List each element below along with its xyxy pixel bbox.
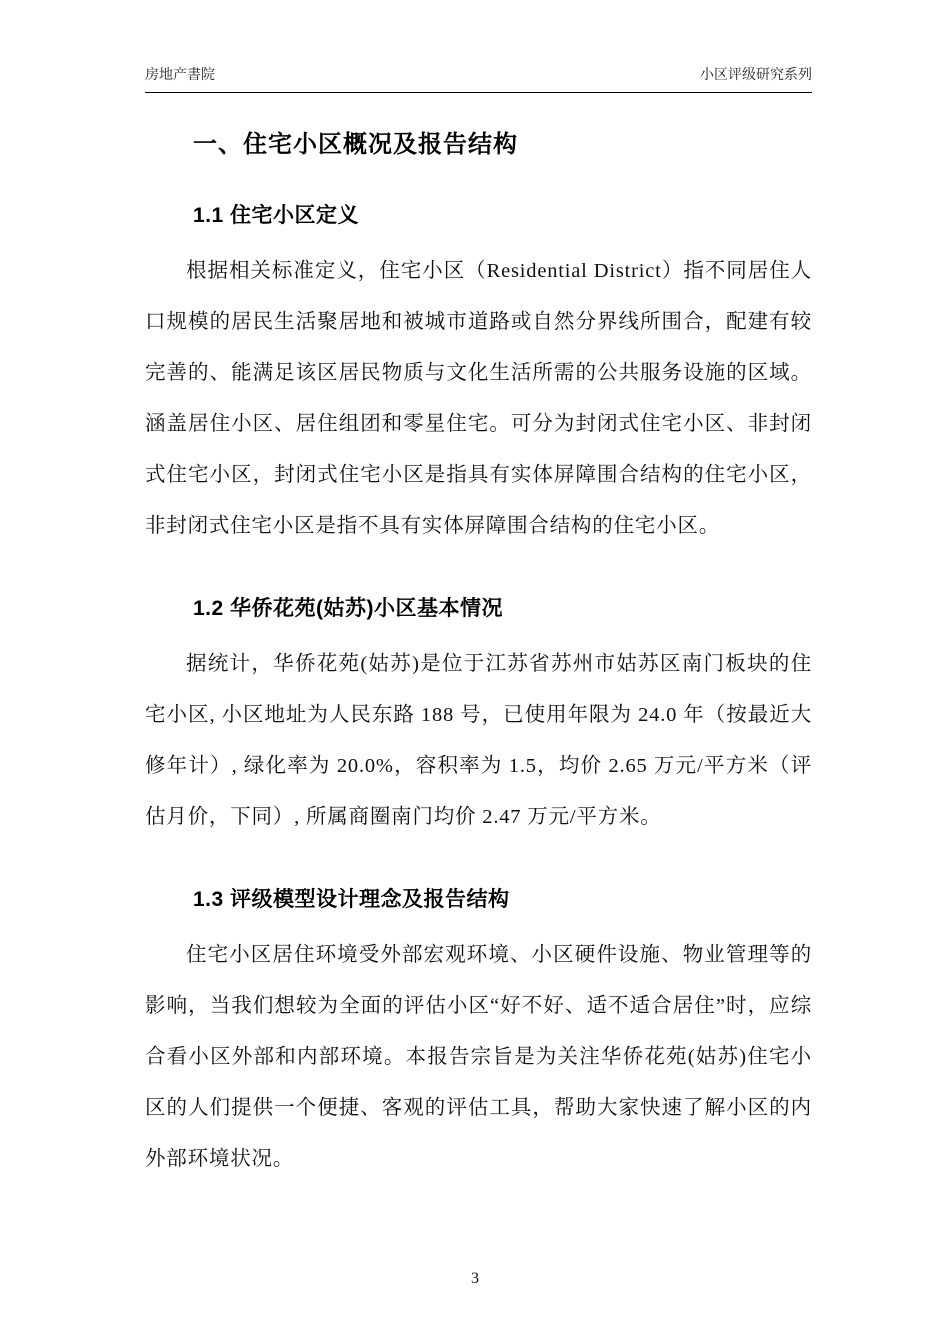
- page-header: [145, 64, 812, 93]
- page-footer: [0, 1270, 950, 1288]
- section-1-3: [145, 883, 812, 1185]
- header-divider: [145, 92, 812, 93]
- page-number: 3: [471, 1270, 479, 1287]
- header-series-text: 小区评级研究系列: [700, 68, 812, 83]
- section-1-2-body: 据统计，华侨花苑(姑苏)是位于江苏省苏州市姑苏区南门板块的住宅小区, 小区地址为人民东路 188 号，已使用年限为 24.0 年（按最近大修年计）, 绿化率为 20.0%，容积率为 1.5，均价 2.65 万元/平方米（评估月价，下同）, 所属商圈南门均价 2.47 万元/平方米。: [145, 653, 812, 828]
- section-1-1: [145, 199, 812, 552]
- section-1-2-heading: 1.2 华侨花苑(姑苏)小区基本情况: [193, 597, 504, 620]
- document-content: [145, 112, 812, 1185]
- section-1-1-body: 根据相关标准定义，住宅小区（Residential District）指不同居住人口规模的居民生活聚居地和被城市道路或自然分界线所围合，配建有较完善的、能满足该区居民物质与文化生活所需的公共服务设施的区域。涵盖居住小区、居住组团和零星住宅。可分为封闭式住宅小区、非封闭式住宅小区，封闭式住宅小区是指具有实体屏障围合结构的住宅小区，非封闭式住宅小区是指不具有实体屏障围合结构的住宅小区。: [145, 260, 812, 537]
- header-brand-text: 房地产書院: [145, 68, 215, 83]
- section-1-3-heading: 1.3 评级模型设计理念及报告结构: [193, 888, 510, 911]
- section-1-2: [145, 592, 812, 843]
- chapter-title: 一、住宅小区概况及报告结构: [193, 131, 518, 158]
- section-1-1-heading: 1.1 住宅小区定义: [193, 204, 360, 227]
- section-1-3-body: 住宅小区居住环境受外部宏观环境、小区硬件设施、物业管理等的影响，当我们想较为全面的评估小区“好不好、适不适合居住”时，应综合看小区外部和内部环境。本报告宗旨是为关注华侨花苑(姑苏)住宅小区的人们提供一个便捷、客观的评估工具，帮助大家快速了解小区的内外部环境状况。: [145, 944, 812, 1170]
